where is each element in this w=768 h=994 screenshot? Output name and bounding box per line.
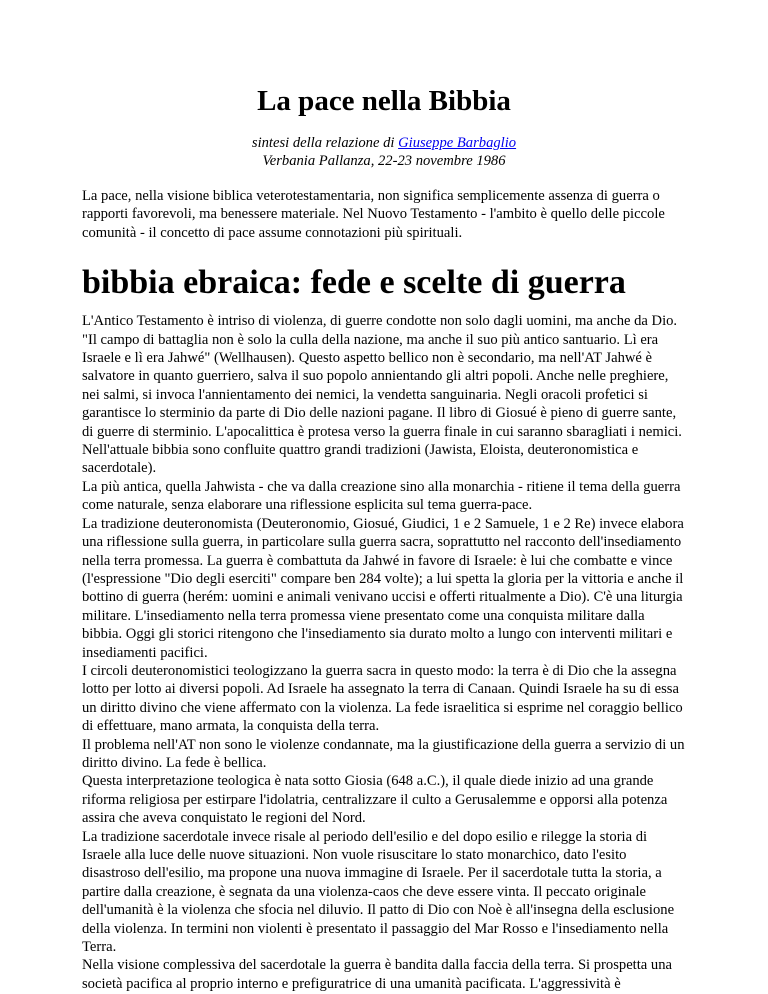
subtitle-place-date: Verbania Pallanza, 22-23 novembre 1986 bbox=[262, 153, 506, 169]
section-heading: bibbia ebraica: fede e scelte di guerra bbox=[82, 264, 626, 302]
body-paragraph: Nell'attuale bibbia sono confluite quattro grandi tradizioni (Jawista, Eloista, deuteronomistica e sacerdotale). bbox=[82, 442, 639, 477]
subtitle-prefix: sintesi della relazione di bbox=[251, 135, 399, 151]
body-paragraph: Questa interpretazione teologica è nata sotto Giosia (648 a.C.), il quale diede inizio ad una grande riforma religiosa per estirpare l'idolatria, centralizzare il culto a Gerusalemme e opporsi alla potenza assira che aveva conquistato le regioni del Nord. bbox=[82, 773, 668, 827]
body-paragraph: Nella visione complessiva del sacerdotale la guerra è bandita dalla faccia della terra. Si prospetta una società pacifica al proprio interno e prefiguratrice di una umanità pacificata. L'aggressività è bbox=[82, 957, 672, 992]
subtitle bbox=[82, 134, 686, 170]
body-paragraph: L'Antico Testamento è intriso di violenza, di guerre condotte non solo dagli uomini, ma anche da Dio. "Il campo di battaglia non è solo la culla della nazione, ma anche il suo più antico santuario. Lì era Israele e lì era Jahwé" (Wellhausen). Questo aspetto bellico non è secondario, ma nell'AT Jahwé è salvatore in quanto guerriero, salva il suo popolo annientando gli altri popoli. Anche nelle preghiere, nei salmi, si invoca l'annientamento dei nemici, la vendetta sanguinaria. Negli oracoli profetici si garantisce lo sterminio da parte di Dio delle nazioni pagane. Il libro di Giosué è pieno di guerre sante, di guerre di sterminio. L'apocalittica è protesa verso la guerra finale in cui saranno sbaragliati i nemici. bbox=[82, 313, 682, 440]
subtitle-line-author bbox=[82, 134, 686, 152]
intro-paragraph: La pace, nella visione biblica veterotestamentaria, non significa semplicemente assenza di guerra o rapporti favorevoli, ma benessere materiale. Nel Nuovo Testamento - l'ambito è quello delle piccole comunità - il concetto di pace assume connotazioni più spirituali. bbox=[82, 188, 665, 241]
body-paragraph: I circoli deuteronomistici teologizzano la guerra sacra in questo modo: la terra è di Dio che la assegna lotto per lotto ai diversi popoli. Ad Israele ha assegnato la terra di Canaan. Quindi Israele ha su di essa un diritto divino che viene affermato con la violenza. La fede israelitica si esprime nel coraggio bellico di effettuare, mano armata, la conquista della terra. bbox=[82, 662, 683, 735]
body-paragraph: Il problema nell'AT non sono le violenze condannate, ma la giustificazione della guerra a servizio di un diritto divino. La fede è bellica. bbox=[82, 736, 685, 771]
body-paragraph: La più antica, quella Jahwista - che va dalla creazione sino alla monarchia - ritiene il tema della guerra come naturale, senza elaborare una riflessione esplicita sul tema guerra-pace. bbox=[82, 478, 681, 514]
author-link[interactable]: Giuseppe Barbaglio bbox=[398, 135, 517, 151]
body-paragraph: La tradizione sacerdotale invece risale al periodo dell'esilio e del dopo esilio e rilegge la storia di Israele alla luce delle nuove situazioni. Non vuole risuscitare lo stato monarchico, dato l'esito disastroso dell'esilio, ma propone una nuova immagine di Israele. Per il sacerdotale tutta la storia, a partire dalla creazione, è segnata da una violenza-caos che deve essere vinta. Il peccato originale dell'umanità è la violenza che sfocia nel diluvio. Il patto di Dio con Noè è all'insegna della esclusione della violenza. In termini non violenti è presentato il passaggio del Mar Rosso e l'insediamento nella Terra. bbox=[82, 828, 675, 956]
body-paragraph: La tradizione deuteronomista (Deuteronomio, Giosué, Giudici, 1 e 2 Samuele, 1 e 2 Re) invece elabora una riflessione sulla guerra, in particolare sulla guerra sacra, soprattutto nel racconto dell'insediamento nella terra promessa. La guerra è combattuta da Jahwé in favore di Israele: è lui che combatte e vince (l'espressione "Dio degli eserciti" compare ben 284 volte); a lui spetta la gloria per la vittoria e anche il bottino di guerra (herém: uomini e animali venivano uccisi e offerti ritualmente a Dio). C'è una liturgia militare. L'insediamento nella terra promessa viene presentato come una conquista militare dalla bibbia. Oggi gli storici ritengono che l'insediamento sia durato molto a lungo con interventi militari e insediamenti pacifici. bbox=[82, 515, 684, 661]
section-body bbox=[82, 312, 686, 993]
page-title: La pace nella Bibbia bbox=[257, 85, 511, 117]
